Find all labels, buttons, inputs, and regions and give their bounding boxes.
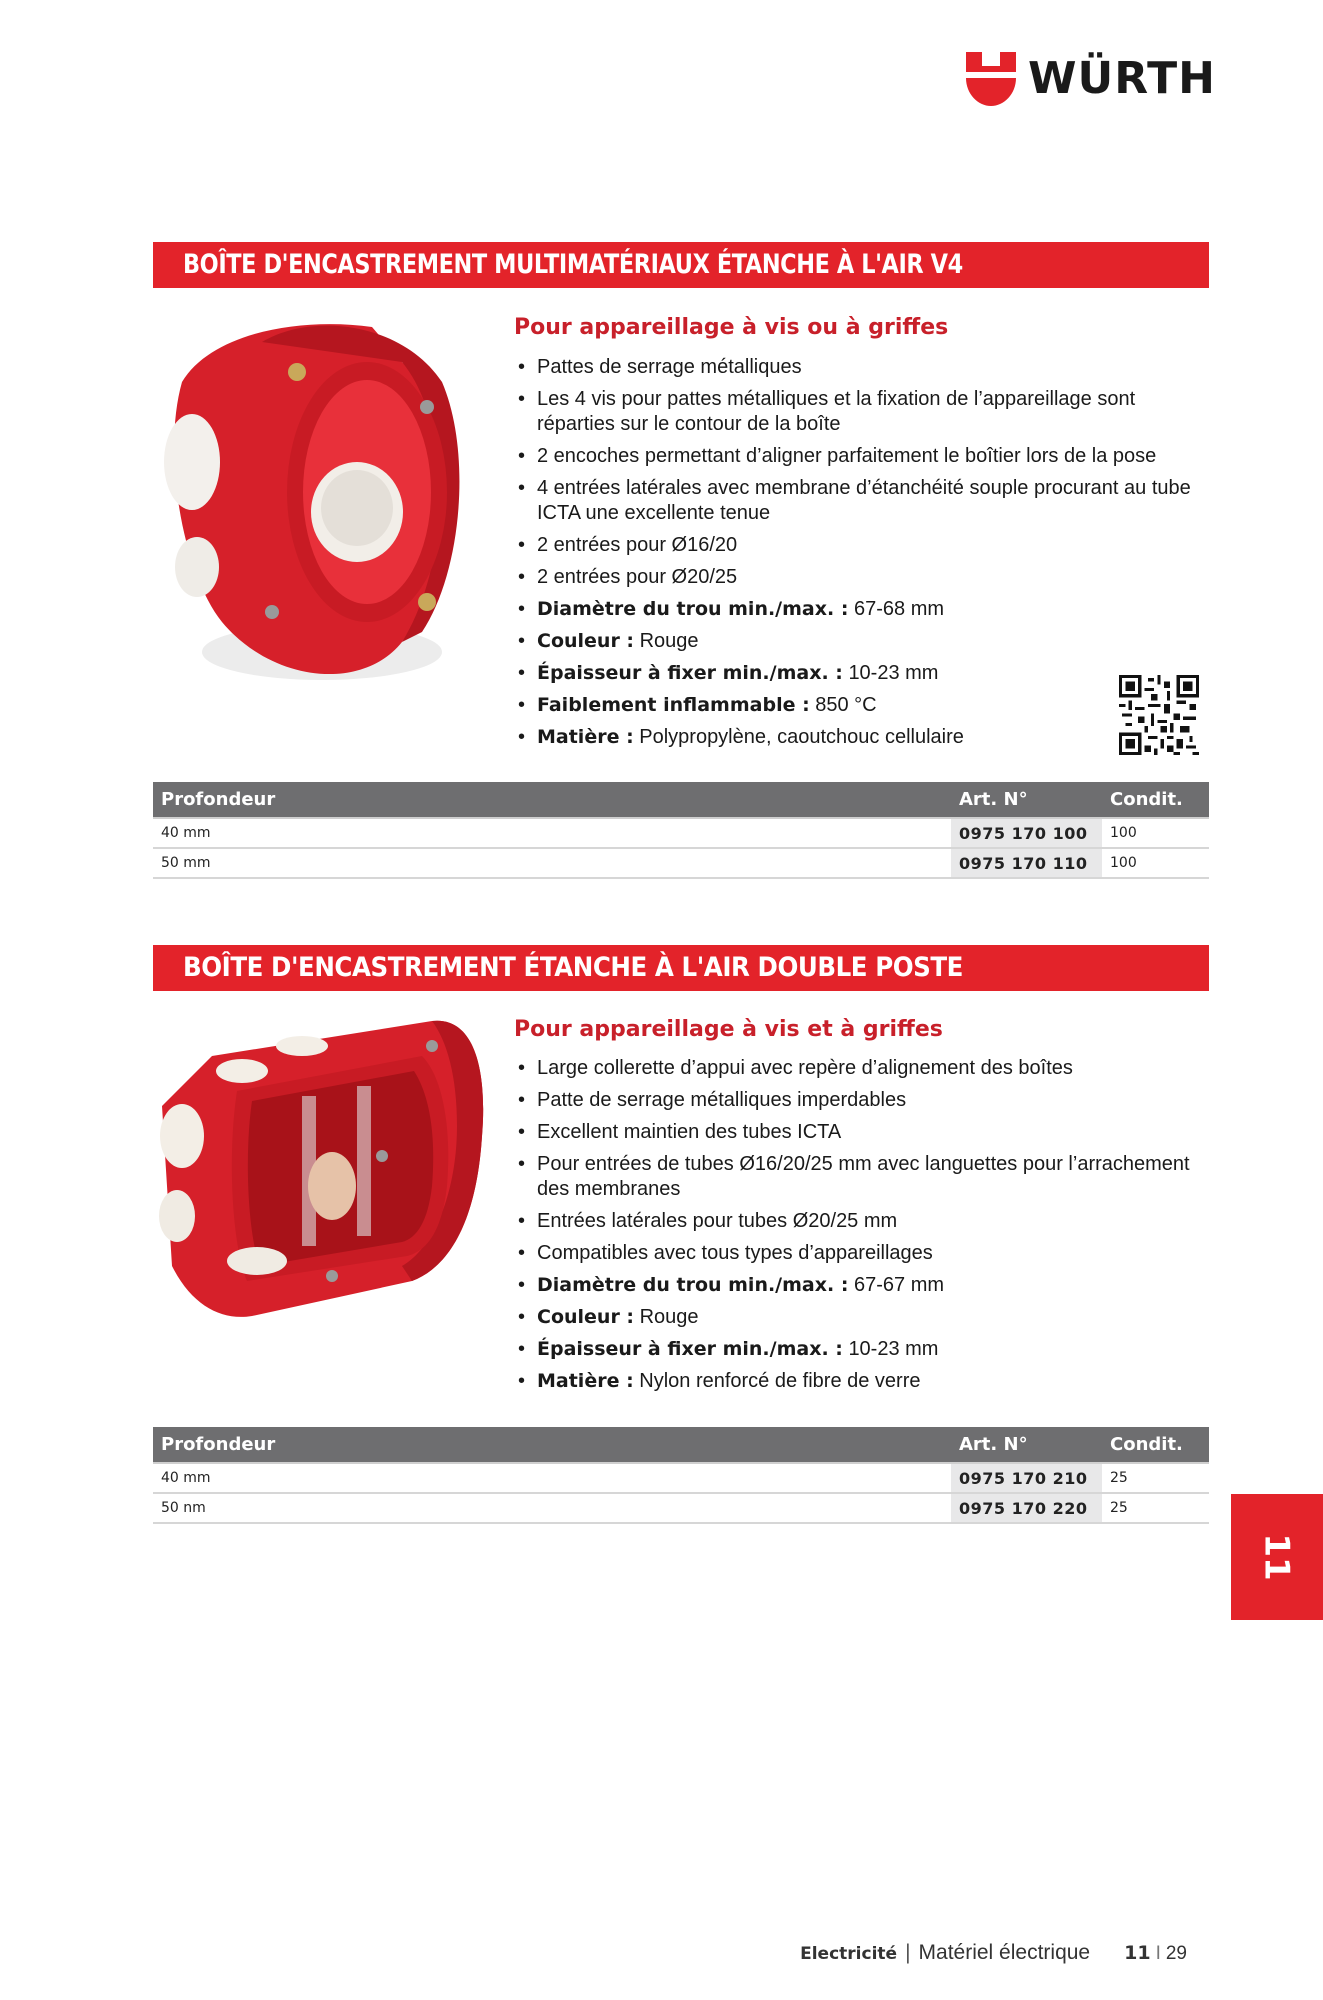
feature-item (514, 1337, 1214, 1362)
feature-item (514, 629, 1214, 654)
feature-value: Rouge (639, 1306, 699, 1328)
feature-item (514, 661, 1214, 686)
feature-item (514, 1369, 1214, 1394)
feature-label: Couleur : (537, 1306, 635, 1328)
cell-condit: 100 (1102, 818, 1209, 848)
feature-item: • Compatibles avec tous types d’appareillages (514, 1241, 1214, 1266)
table-row (153, 1493, 1209, 1523)
header-condit: Condit. (1102, 1427, 1209, 1463)
table-row (153, 1463, 1209, 1493)
product-1-subtitle: Pour appareillage à vis ou à griffes (514, 315, 949, 340)
feature-item (514, 693, 1214, 718)
feature-item (514, 1273, 1214, 1298)
feature-label: Diamètre du trou min./max. : (537, 1274, 849, 1296)
cell-art-number: 0975 170 220 (951, 1493, 1102, 1523)
feature-label: Épaisseur à fixer min./max. : (537, 662, 843, 684)
product-1-image (152, 312, 492, 694)
cell-art-number: 0975 170 210 (951, 1463, 1102, 1493)
cell-depth: 40 mm (153, 818, 951, 848)
footer-section: Matériel électrique (918, 1941, 1091, 1964)
feature-item (514, 597, 1214, 622)
cell-condit: 25 (1102, 1493, 1209, 1523)
footer-page-number: 29 (1165, 1943, 1187, 1964)
product-1-title (153, 242, 1209, 288)
feature-label: Matière : (537, 726, 634, 748)
table-header-row (153, 782, 1209, 818)
banner-text: BOÎTE D'ENCASTREMENT ÉTANCHE À L'AIR DOUBLE POSTE (183, 952, 963, 983)
feature-label: Épaisseur à fixer min./max. : (537, 1338, 843, 1360)
feature-value: Polypropylène, caoutchouc cellulaire (639, 726, 964, 748)
product-2-feature-list (514, 1056, 1214, 1401)
table-row (153, 848, 1209, 878)
cell-art-number: 0975 170 100 (951, 818, 1102, 848)
product-1-feature-list (514, 355, 1214, 757)
feature-value: 10-23 mm (848, 662, 939, 684)
product-2-spec-table (153, 1427, 1209, 1524)
wurth-logo-text: WÜRTH (1028, 53, 1217, 104)
feature-item: • Pattes de serrage métalliques (514, 355, 1214, 380)
footer-page-separator: I (1155, 1943, 1161, 1964)
feature-label: Diamètre du trou min./max. : (537, 598, 849, 620)
cell-depth: 50 nm (153, 1493, 951, 1523)
feature-value: Nylon renforcé de fibre de verre (639, 1370, 921, 1392)
feature-item (514, 1305, 1214, 1330)
banner-text: BOÎTE D'ENCASTREMENT MULTIMATÉRIAUX ÉTANCHE À L'AIR V4 (183, 249, 963, 280)
feature-value: 67-67 mm (854, 1274, 945, 1296)
feature-value: 67-68 mm (854, 598, 945, 620)
cell-art-number: 0975 170 110 (951, 848, 1102, 878)
feature-item: • Entrées latérales pour tubes Ø20/25 mm (514, 1209, 1214, 1234)
feature-label: Faiblement inflammable : (537, 694, 810, 716)
feature-item: • 2 entrées pour Ø16/20 (514, 533, 1214, 558)
table-row (153, 818, 1209, 848)
feature-item: • Excellent maintien des tubes ICTA (514, 1120, 1214, 1145)
feature-value: Rouge (639, 630, 699, 652)
header-depth: Profondeur (153, 782, 951, 818)
chapter-side-tab-label: 11 (1256, 1533, 1297, 1581)
header-art-number: Art. N° (951, 1427, 1102, 1463)
feature-value: 850 °C (815, 694, 877, 716)
feature-item: • Patte de serrage métalliques imperdables (514, 1088, 1214, 1113)
chapter-side-tab[interactable] (1231, 1494, 1323, 1620)
feature-item: • 4 entrées latérales avec membrane d’étanchéité souple procurant au tube ICTA une excellente tenue (514, 476, 1214, 526)
feature-item: • 2 encoches permettant d’aligner parfaitement le boîtier lors de la pose (514, 444, 1214, 469)
header-depth: Profondeur (153, 1427, 951, 1463)
cell-condit: 100 (1102, 848, 1209, 878)
footer-separator: | (905, 1941, 911, 1964)
cell-condit: 25 (1102, 1463, 1209, 1493)
wurth-logo-mark (966, 52, 1016, 106)
page-footer (800, 1941, 1187, 1965)
product-1-spec-table (153, 782, 1209, 879)
cell-depth: 40 mm (153, 1463, 951, 1493)
product-2-subtitle: Pour appareillage à vis et à griffes (514, 1017, 943, 1042)
feature-item: • Pour entrées de tubes Ø16/20/25 mm avec languettes pour l’arrachement des membranes (514, 1152, 1214, 1202)
qr-code[interactable] (1119, 675, 1199, 755)
footer-chapter: 11 (1124, 1942, 1151, 1964)
feature-item: • 2 entrées pour Ø20/25 (514, 565, 1214, 590)
feature-value: 10-23 mm (848, 1338, 939, 1360)
header-art-number: Art. N° (951, 782, 1102, 818)
feature-label: Couleur : (537, 630, 635, 652)
header-condit: Condit. (1102, 782, 1209, 818)
footer-category: Electricité (800, 1944, 898, 1964)
feature-item: • Large collerette d’appui avec repère d’alignement des boîtes (514, 1056, 1214, 1081)
wurth-logo (966, 52, 1216, 106)
product-2-image (152, 1016, 492, 1334)
feature-item: • Les 4 vis pour pattes métalliques et la fixation de l’appareillage sont réparties sur le contour de la boîte (514, 387, 1214, 437)
feature-label: Matière : (537, 1370, 634, 1392)
table-header-row (153, 1427, 1209, 1463)
product-2-title (153, 945, 1209, 991)
feature-item (514, 725, 1214, 750)
cell-depth: 50 mm (153, 848, 951, 878)
